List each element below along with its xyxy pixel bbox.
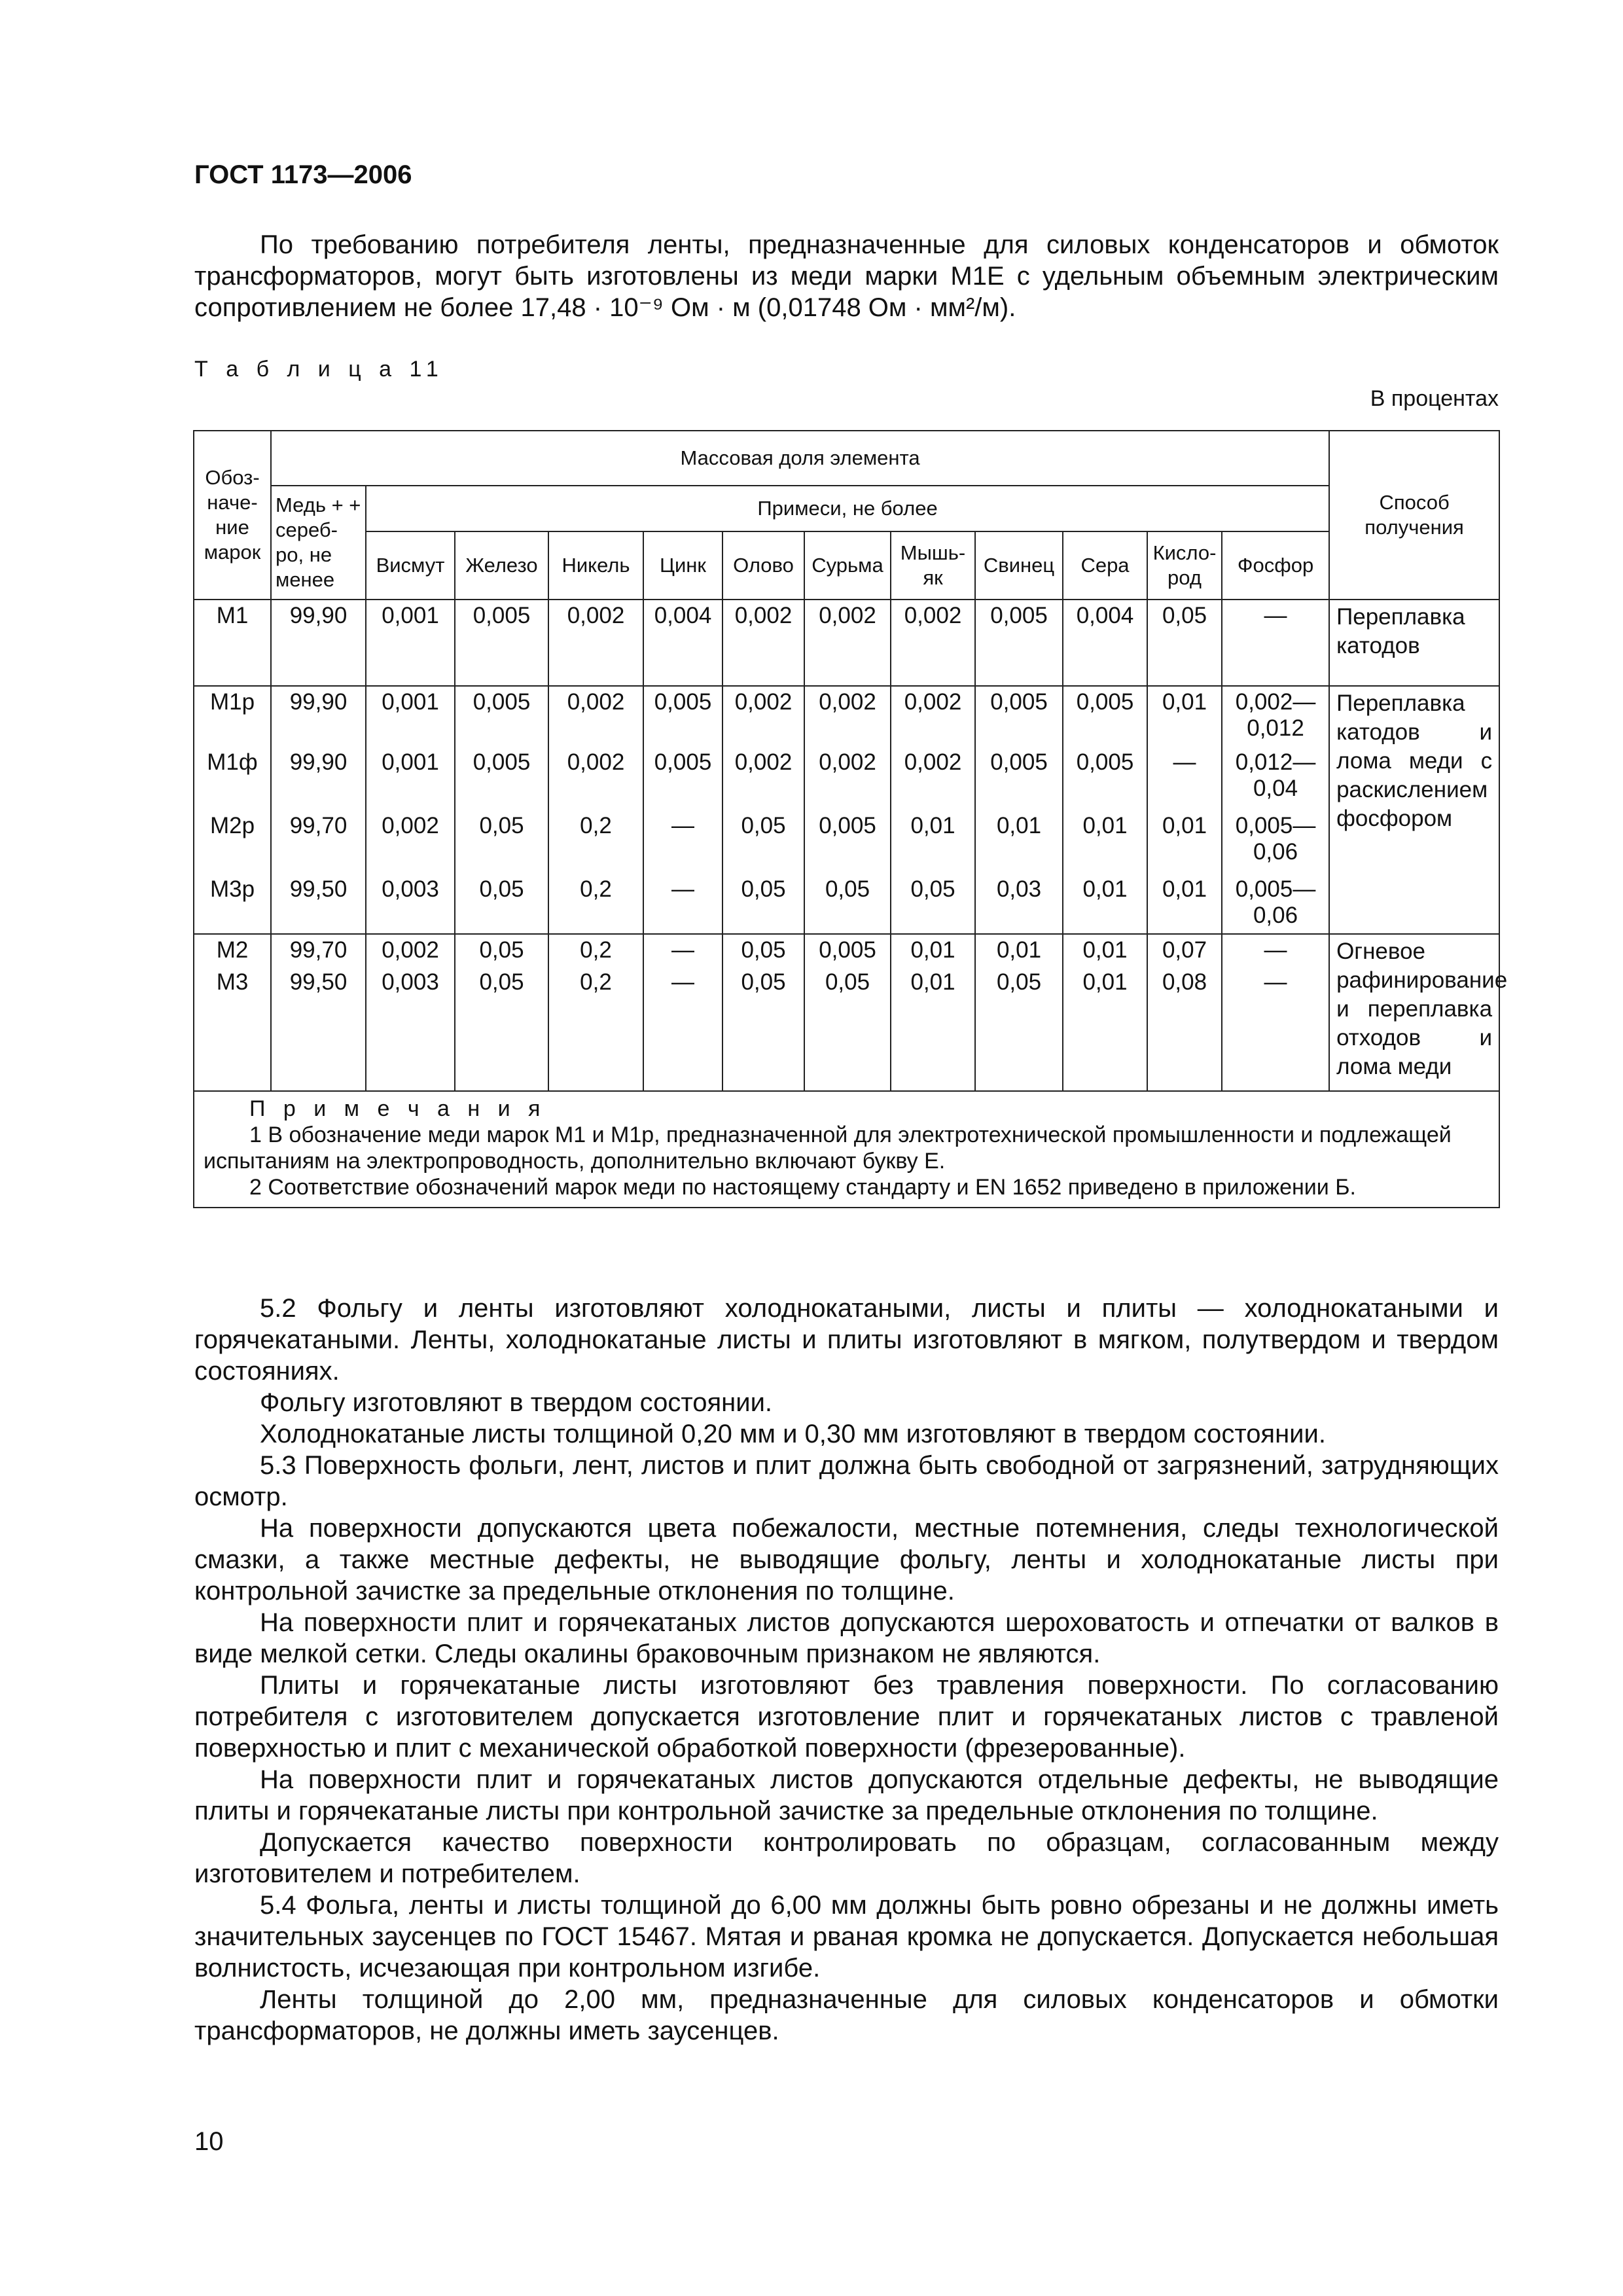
impurity-cell: 0,003 bbox=[366, 874, 455, 934]
impurity-cell: 0,03 bbox=[975, 874, 1063, 934]
impurity-cell: 0,002 bbox=[804, 600, 891, 686]
table-row bbox=[194, 600, 1499, 686]
table-notes bbox=[194, 1091, 1499, 1208]
impurity-cell: 0,002 bbox=[722, 686, 804, 747]
impurity-cell: 0,001 bbox=[366, 600, 455, 686]
impurity-cell: 0,005 bbox=[1063, 686, 1147, 747]
impurity-cell: 0,002 bbox=[366, 934, 455, 967]
body-paragraph: 5.3 Поверхность фольги, лент, листов и плит должна быть свободной от загрязнений, затрудняющих осмотр. bbox=[194, 1451, 1499, 1511]
impurity-cell: 0,05 bbox=[804, 874, 891, 934]
table-units: В процентах bbox=[1370, 386, 1499, 411]
impurity-cell: 0,2 bbox=[548, 874, 643, 934]
impurity-cell: 0,01 bbox=[1147, 810, 1222, 874]
copper-cell: 99,90 bbox=[271, 747, 366, 810]
header-mass-fraction: Массовая доля элемента bbox=[271, 431, 1329, 486]
copper-cell: 99,90 bbox=[271, 600, 366, 686]
grade-cell: М2р bbox=[194, 810, 271, 874]
grade-cell: М1р bbox=[194, 686, 271, 747]
impurity-cell: 0,005 bbox=[975, 686, 1063, 747]
impurity-cell: 0,01 bbox=[1063, 934, 1147, 967]
impurity-cell: 0,005 bbox=[975, 747, 1063, 810]
impurity-cell: — bbox=[1222, 600, 1329, 686]
impurity-cell: 0,005—0,06 bbox=[1222, 874, 1329, 934]
impurity-cell: 0,05 bbox=[891, 874, 975, 934]
grade-cell: М3р bbox=[194, 874, 271, 934]
header-method: Способ получения bbox=[1329, 431, 1499, 600]
impurity-cell: — bbox=[643, 967, 722, 1091]
impurity-cell: — bbox=[1222, 934, 1329, 967]
header-element: Фосфор bbox=[1222, 531, 1329, 600]
impurity-cell: 0,002 bbox=[804, 686, 891, 747]
impurity-cell: 0,002 bbox=[722, 747, 804, 810]
impurity-cell: 0,005 bbox=[643, 747, 722, 810]
impurity-cell: 0,01 bbox=[975, 810, 1063, 874]
impurity-cell: 0,005 bbox=[804, 810, 891, 874]
impurity-cell: 0,01 bbox=[975, 934, 1063, 967]
impurity-cell: 0,05 bbox=[722, 810, 804, 874]
impurity-cell: 0,01 bbox=[1063, 874, 1147, 934]
header-element: Сера bbox=[1063, 531, 1147, 600]
impurity-cell: 0,005 bbox=[804, 934, 891, 967]
impurity-cell: 0,2 bbox=[548, 967, 643, 1091]
table-caption: Т а б л и ц а 11 bbox=[194, 357, 444, 382]
impurity-cell: 0,002—0,012 bbox=[1222, 686, 1329, 747]
method-cell: Переплавка катодов bbox=[1329, 600, 1499, 686]
impurity-cell: 0,002 bbox=[548, 747, 643, 810]
impurity-cell: 0,05 bbox=[455, 810, 548, 874]
impurity-cell: 0,004 bbox=[643, 600, 722, 686]
header-element: Никель bbox=[548, 531, 643, 600]
standard-header: ГОСТ 1173—2006 bbox=[194, 160, 412, 189]
copper-cell: 99,50 bbox=[271, 967, 366, 1091]
impurity-cell: 0,005 bbox=[1063, 747, 1147, 810]
impurity-cell: 0,005 bbox=[455, 600, 548, 686]
notes-row bbox=[194, 1091, 1499, 1208]
impurity-cell: 0,05 bbox=[804, 967, 891, 1091]
header-element: Цинк bbox=[643, 531, 722, 600]
impurity-cell: 0,01 bbox=[1147, 686, 1222, 747]
impurity-cell: 0,05 bbox=[722, 967, 804, 1091]
header-copper-silver: Медь + + сереб-ро, не менее bbox=[271, 486, 366, 600]
copper-cell: 99,70 bbox=[271, 810, 366, 874]
impurity-cell: 0,001 bbox=[366, 686, 455, 747]
body-paragraph: Допускается качество поверхности контролировать по образцам, согласованным между изготовителем и потребителем. bbox=[194, 1828, 1499, 1888]
impurity-cell: 0,01 bbox=[1147, 874, 1222, 934]
impurity-cell: 0,2 bbox=[548, 934, 643, 967]
composition-table bbox=[193, 430, 1508, 1208]
impurity-cell: 0,002 bbox=[891, 747, 975, 810]
impurity-cell: 0,01 bbox=[891, 810, 975, 874]
page-number: 10 bbox=[194, 2127, 224, 2156]
table-row bbox=[194, 747, 1499, 810]
table-row bbox=[194, 874, 1499, 934]
header-impurities: Примеси, не более bbox=[366, 486, 1329, 531]
impurity-cell: 0,05 bbox=[722, 874, 804, 934]
table-row bbox=[194, 934, 1499, 967]
note-item: 1 В обозначение меди марок М1 и М1р, предназначенной для электротехнической промышленности и подлежащей испытаниям на электропроводность, дополнительно включают букву Е. bbox=[204, 1122, 1452, 1174]
grade-cell: М1ф bbox=[194, 747, 271, 810]
impurity-cell: — bbox=[643, 810, 722, 874]
impurity-cell: 0,05 bbox=[975, 967, 1063, 1091]
impurity-cell: 0,001 bbox=[366, 747, 455, 810]
impurity-cell: 0,05 bbox=[455, 967, 548, 1091]
impurity-cell: 0,002 bbox=[548, 686, 643, 747]
impurity-cell: 0,003 bbox=[366, 967, 455, 1091]
header-element: Кисло-род bbox=[1147, 531, 1222, 600]
impurity-cell: 0,01 bbox=[1063, 967, 1147, 1091]
header-element: Олово bbox=[722, 531, 804, 600]
impurity-cell: 0,05 bbox=[455, 874, 548, 934]
body-paragraph: Фольгу изготовляют в твердом состоянии. bbox=[260, 1388, 773, 1417]
header-element: Железо bbox=[455, 531, 548, 600]
impurity-cell: 0,012—0,04 bbox=[1222, 747, 1329, 810]
impurity-cell: 0,2 bbox=[548, 810, 643, 874]
impurity-cell: 0,002 bbox=[891, 686, 975, 747]
method-cell: Переплавка катодов и лома меди с раскислением фосфором bbox=[1329, 686, 1499, 934]
intro-text: По требованию потребителя ленты, предназначенные для силовых конденсаторов и обмоток трансформаторов, могут быть изготовлены из меди марки М1Е с удельным объемным электрическим сопротивлением не более 17,48 · 10⁻⁹ Ом · м (0,01748 Ом · мм²/м). bbox=[194, 230, 1499, 322]
header-element: Мышь-як bbox=[891, 531, 975, 600]
header-element: Висмут bbox=[366, 531, 455, 600]
impurity-cell: — bbox=[643, 934, 722, 967]
body-paragraph: На поверхности плит и горячекатаных листов допускаются шероховатость и отпечатки от валков в виде мелкой сетки. Следы окалины браковочным признаком не являются. bbox=[194, 1608, 1499, 1668]
impurity-cell: 0,01 bbox=[891, 934, 975, 967]
method-cell: Огневое рафинирование и переплавка отходов и лома меди bbox=[1329, 934, 1499, 1091]
impurity-cell: — bbox=[1222, 967, 1329, 1091]
copper-cell: 99,70 bbox=[271, 934, 366, 967]
body-paragraph: Плиты и горячекатаные листы изготовляют без травления поверхности. По согласованию потребителя с изготовителем допускается изготовление плит и горячекатаных листов с травленой поверхностью и плит с механической обработкой поверхности (фрезерованные). bbox=[194, 1671, 1499, 1763]
header-element: Свинец bbox=[975, 531, 1063, 600]
impurity-cell: 0,002 bbox=[804, 747, 891, 810]
impurity-cell: 0,005 bbox=[643, 686, 722, 747]
impurity-cell: 0,05 bbox=[455, 934, 548, 967]
impurity-cell: — bbox=[643, 874, 722, 934]
impurity-cell: 0,005 bbox=[455, 747, 548, 810]
header-element: Сурьма bbox=[804, 531, 891, 600]
impurity-cell: 0,004 bbox=[1063, 600, 1147, 686]
impurity-cell: 0,05 bbox=[1147, 600, 1222, 686]
body-paragraph: На поверхности плит и горячекатаных листов допускаются отдельные дефекты, не выводящие плиты и горячекатаные листы при контрольной зачистке за предельные отклонения по толщине. bbox=[194, 1765, 1499, 1825]
body-paragraph: 5.2 Фольгу и ленты изготовляют холоднокатаными, листы и плиты — холоднокатаными и горячекатаными. Ленты, холоднокатаные листы и плиты изготовляют в мягком, полутвердом и твердом состояниях. bbox=[194, 1294, 1499, 1386]
impurity-cell: 0,002 bbox=[891, 600, 975, 686]
intro-paragraph bbox=[194, 229, 1499, 323]
body-paragraph: Ленты толщиной до 2,00 мм, предназначенные для силовых конденсаторов и обмотки трансформаторов, не должны иметь заусенцев. bbox=[194, 1985, 1499, 2045]
body-text bbox=[194, 1293, 1499, 2047]
impurity-cell: 0,005—0,06 bbox=[1222, 810, 1329, 874]
table-row bbox=[194, 810, 1499, 874]
impurity-cell: 0,005 bbox=[975, 600, 1063, 686]
body-paragraph: Холоднокатаные листы толщиной 0,20 мм и 0,30 мм изготовляют в твердом состоянии. bbox=[260, 1420, 1326, 1448]
impurity-cell: 0,002 bbox=[366, 810, 455, 874]
table-row bbox=[194, 686, 1499, 747]
body-paragraph: На поверхности допускаются цвета побежалости, местные потемнения, следы технологической смазки, а также местные дефекты, не выводящие фольгу, ленты и холоднокатаные листы при контрольной зачистке за предельные отклонения по толщине. bbox=[194, 1514, 1499, 1605]
table-row bbox=[194, 967, 1499, 1091]
body-paragraph: 5.4 Фольга, ленты и листы толщиной до 6,00 мм должны быть ровно обрезаны и не должны иметь значительных заусенцев по ГОСТ 15467. Мятая и рваная кромка не допускается. Допускается небольшая волнистость, исчезающая при контрольном изгибе. bbox=[194, 1891, 1499, 1982]
impurity-cell: 0,01 bbox=[891, 967, 975, 1091]
impurity-cell: 0,002 bbox=[722, 600, 804, 686]
notes-title: П р и м е ч а н и я bbox=[249, 1096, 546, 1121]
impurity-cell: 0,002 bbox=[548, 600, 643, 686]
copper-cell: 99,50 bbox=[271, 874, 366, 934]
impurity-cell: 0,01 bbox=[1063, 810, 1147, 874]
impurity-cell: 0,005 bbox=[455, 686, 548, 747]
grade-cell: М3 bbox=[194, 967, 271, 1091]
note-item: 2 Соответствие обозначений марок меди по настоящему стандарту и EN 1652 приведено в приложении Б. bbox=[249, 1175, 1356, 1200]
grade-cell: М2 bbox=[194, 934, 271, 967]
grade-cell: М1 bbox=[194, 600, 271, 686]
impurity-cell: 0,07 bbox=[1147, 934, 1222, 967]
header-grade: Обоз-наче-ние марок bbox=[194, 431, 271, 600]
impurity-cell: — bbox=[1147, 747, 1222, 810]
impurity-cell: 0,08 bbox=[1147, 967, 1222, 1091]
impurity-cell: 0,05 bbox=[722, 934, 804, 967]
copper-cell: 99,90 bbox=[271, 686, 366, 747]
